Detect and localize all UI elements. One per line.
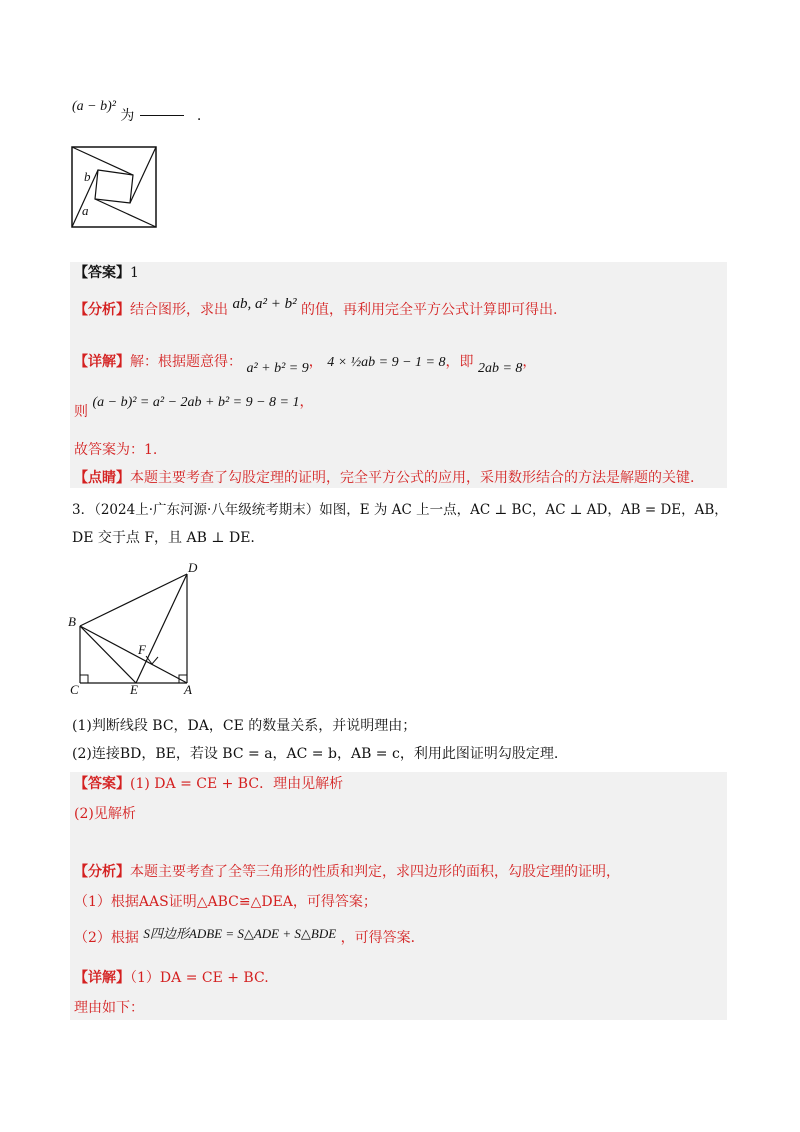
detail-eq3: 2ab = 8 <box>477 361 523 376</box>
label-a: a <box>82 203 89 218</box>
label-C: C <box>70 682 79 697</box>
segment-ED <box>136 574 187 683</box>
answer-tag: 【答案】 <box>74 265 130 281</box>
q3-analysis-line <box>74 862 620 882</box>
segment-BA <box>80 626 187 683</box>
analysis-tag: 【分析】 <box>74 302 130 318</box>
triangle-edge <box>130 147 156 203</box>
answer-blank <box>140 103 184 116</box>
q3-part2: (2)连接BD，BE，若设 BC = a，AC = b，AB = c，利用此图证明勾股定理. <box>72 746 559 762</box>
detail-1: （1）DA = CE + BC. <box>130 970 269 986</box>
q2-suffix: 为 <box>120 108 135 124</box>
detail-eq4: (a − b)² = a² − 2ab + b² = 9 − 8 = 1 <box>92 395 300 410</box>
q2-end: . <box>196 108 202 124</box>
answer-tag: 【答案】 <box>74 776 130 792</box>
analysis-tag: 【分析】 <box>74 864 130 880</box>
q2-comment-line <box>74 468 694 488</box>
answer-1: (1) DA = CE + BC．理由见解析 <box>130 776 344 792</box>
label-B: B <box>68 614 76 629</box>
detail-tag: 【详解】 <box>74 354 130 370</box>
analysis-2-pre: （2）根据 <box>74 930 139 946</box>
square-figure <box>70 145 160 231</box>
detail-mid: ，即 <box>445 354 474 370</box>
segment-BE <box>80 626 136 683</box>
triangle-edge <box>95 199 156 227</box>
q3-analysis-1: （1）根据AAS证明△ABC≌△DEA，可得答案； <box>74 894 377 910</box>
q2-answer-line <box>74 263 139 283</box>
label-F: F <box>138 642 146 657</box>
q3-stem-line1: 3．（2024上·广东河源·八年级统考期末）如图，E 为 AC 上一点，AC ⊥ BC，AC ⊥ AD，AB = DE，AB， <box>72 502 728 518</box>
q3-stem-line2: DE 交于点 F，且 AB ⊥ DE. <box>72 530 255 546</box>
q3-detail-2: 理由如下： <box>74 1000 144 1016</box>
q3-part1: (1)判断线段 BC，DA，CE 的数量关系，并说明理由； <box>72 718 417 734</box>
comment-text: 本题主要考查了勾股定理的证明，完全平方公式的应用，采用数形结合的方法是解题的关键. <box>130 470 695 486</box>
q3-detail-line <box>74 968 269 988</box>
analysis-2-post: ，可得答案． <box>340 930 425 946</box>
label-E: E <box>130 682 138 697</box>
q3-analysis-2-line <box>74 928 425 948</box>
analysis-post: 的值，再利用完全平方公式计算即可得出. <box>301 302 558 318</box>
analysis-pre: 结合图形，求出 <box>130 302 228 318</box>
analysis-2-math: S四边形ADBE = S△ADE + S△BDE <box>143 926 337 941</box>
q2-math: (a − b)² <box>72 99 116 114</box>
analysis-math: ab, a² + b² <box>232 296 297 312</box>
analysis-text: 本题主要考查了全等三角形的性质和判定，求四边形的面积，勾股定理的证明， <box>130 864 620 880</box>
q2-analysis-line <box>74 296 558 320</box>
detail-pre: 解：根据题意得： <box>130 354 242 370</box>
right-angle-C <box>80 675 88 683</box>
q2-detail-line1: 【详解】解：根据题意得： a² + b² = 9， 4 × ½ab = 9 − 1 = 8，即 2ab = 8， <box>74 354 537 376</box>
label-A: A <box>184 682 192 697</box>
triangle-figure <box>66 560 206 700</box>
detail-line2-pre: 则 <box>74 404 88 420</box>
answer-value: 1 <box>130 265 139 281</box>
comment-tag: 【点睛】 <box>74 470 130 486</box>
label-D: D <box>188 560 198 575</box>
detail-eq1: a² + b² = 9 <box>246 361 309 376</box>
inner-square <box>95 170 133 203</box>
q2-detail-line2: 则 (a − b)² = a² − 2ab + b² = 9 − 8 = 1， <box>74 394 314 420</box>
q3-answer-2: (2)见解析 <box>74 806 136 822</box>
q2-answer-box <box>70 262 727 488</box>
q2-conclusion: 故答案为：1. <box>74 442 158 458</box>
detail-tag: 【详解】 <box>74 970 130 986</box>
detail-eq2: 4 × ½ab = 9 − 1 = 8 <box>327 355 446 370</box>
q3-answer-line <box>74 774 343 794</box>
q2-line <box>72 96 202 124</box>
segment-BD <box>80 574 187 626</box>
label-b: b <box>84 169 91 184</box>
